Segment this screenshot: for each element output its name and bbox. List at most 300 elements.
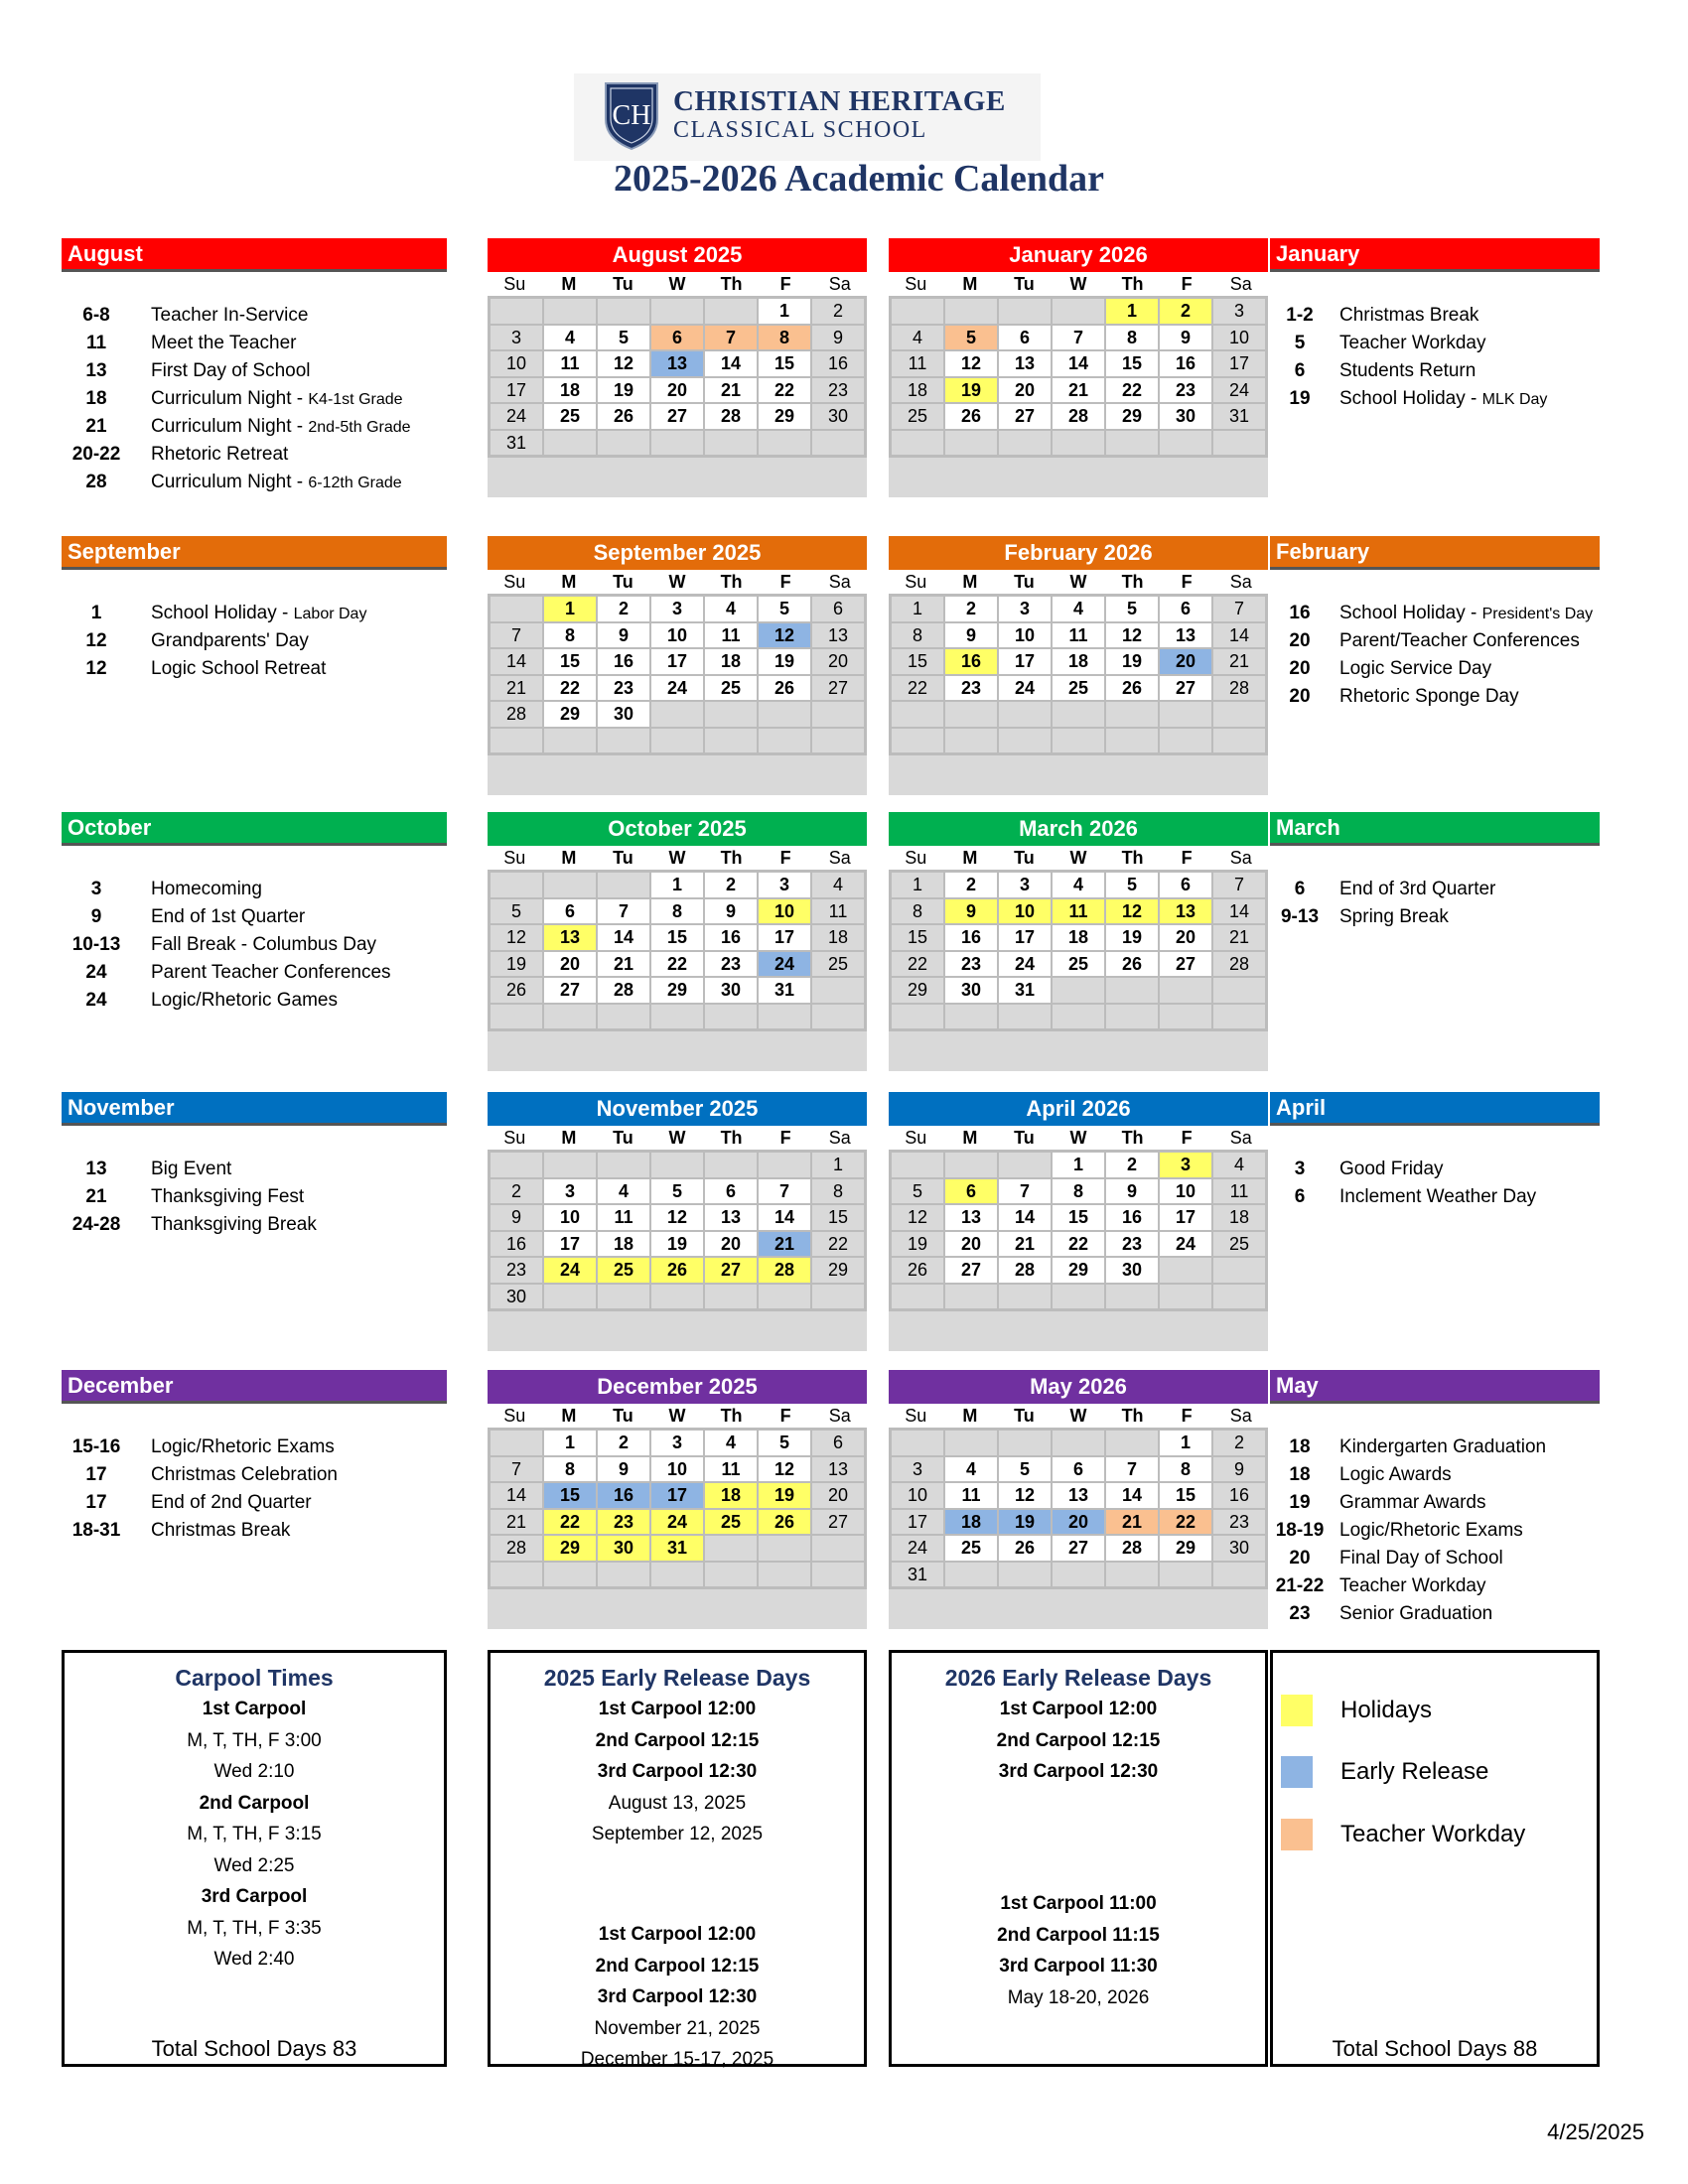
empty-day-cell [490, 596, 543, 622]
event-label: Grandparents' Day [151, 630, 309, 651]
day-cell: 24 [1212, 377, 1266, 404]
day-cell: 5 [1105, 872, 1159, 898]
event-date: 11 [85, 333, 107, 353]
event-date: 24 [85, 962, 107, 983]
event-date: 18 [1289, 1464, 1311, 1485]
cal2-0-calendar [889, 238, 1268, 497]
event-label: Curriculum Night - [151, 416, 309, 437]
day-cell: 1 [1105, 298, 1159, 325]
info-line: 3rd Carpool 12:30 [597, 1761, 758, 1782]
event-text [151, 655, 326, 683]
day-cell: 8 [1052, 1178, 1105, 1205]
event-item [62, 1211, 447, 1239]
weekday-label: Su [503, 274, 526, 294]
legend-box [1270, 1650, 1600, 2067]
event-text [1339, 1600, 1492, 1628]
event-item [62, 1433, 447, 1461]
event-text [151, 1211, 317, 1239]
day-cell: 28 [1105, 1535, 1159, 1562]
day-cell: 23 [1105, 1231, 1159, 1258]
event-item [1270, 627, 1600, 655]
weekday-label: Th [1121, 848, 1144, 868]
empty-day-cell [998, 1562, 1052, 1588]
event-label: Students Return [1339, 360, 1477, 381]
empty-day-cell [1052, 728, 1105, 754]
school-name-line2: CLASSICAL SCHOOL [673, 117, 927, 143]
empty-day-cell [1052, 701, 1105, 728]
day-cell: 17 [998, 924, 1052, 951]
day-cell: 22 [758, 377, 811, 404]
right-1-event-list [1270, 600, 1600, 711]
event-item [1270, 903, 1600, 931]
weekday-header [488, 846, 867, 870]
day-cell: 21 [1052, 377, 1105, 404]
day-cell: 31 [490, 430, 543, 457]
empty-day-cell [704, 1562, 758, 1588]
empty-day-cell [1052, 1004, 1105, 1030]
day-cell: 25 [704, 675, 758, 702]
weekday-header [889, 1126, 1268, 1150]
cal1-1-calendar-title: September 2025 [488, 536, 867, 570]
day-cell: 28 [758, 1257, 811, 1284]
event-label: Final Day of School [1339, 1548, 1503, 1569]
cal1-2-calendar [488, 812, 867, 1071]
empty-day-cell [758, 1004, 811, 1030]
event-text [1339, 1517, 1523, 1545]
weekday-label: F [1181, 1406, 1193, 1426]
calendar-filler [889, 1031, 1268, 1071]
day-cell: 22 [1052, 1231, 1105, 1258]
day-cell: 4 [1052, 596, 1105, 622]
day-cell: 9 [597, 1456, 650, 1483]
day-cell: 9 [944, 898, 998, 925]
day-cell: 22 [891, 951, 944, 978]
event-item [62, 655, 447, 683]
day-cell: 13 [543, 924, 597, 951]
day-cell: 17 [1159, 1204, 1212, 1231]
day-cell: 19 [891, 1231, 944, 1258]
weekday-label: Tu [1014, 274, 1035, 294]
day-cell: 22 [543, 1509, 597, 1536]
empty-day-cell [998, 298, 1052, 325]
day-cell: 20 [811, 1482, 865, 1509]
day-cell: 8 [650, 898, 704, 925]
cal1-2-calendar-title: October 2025 [488, 812, 867, 846]
event-label: Curriculum Night - [151, 472, 309, 492]
event-item [62, 1461, 447, 1489]
empty-day-cell [1212, 1284, 1266, 1310]
carpool-times-box [62, 1650, 447, 2067]
cal1-4-calendar-title: December 2025 [488, 1370, 867, 1404]
weekday-label: W [1069, 1128, 1087, 1148]
page-header [0, 0, 1688, 213]
empty-day-cell [1105, 1284, 1159, 1310]
day-cell: 9 [1159, 325, 1212, 351]
weekday-label: Tu [613, 1128, 633, 1148]
day-cell: 26 [998, 1535, 1052, 1562]
day-cell: 12 [650, 1204, 704, 1231]
weekday-label: F [779, 848, 791, 868]
event-text [151, 1156, 231, 1183]
day-cell: 30 [944, 977, 998, 1004]
weekday-label: M [561, 274, 577, 294]
left-2-month-header: October [62, 812, 447, 846]
event-text [1339, 330, 1486, 357]
empty-day-cell [811, 977, 865, 1004]
event-label: Kindergarten Graduation [1339, 1436, 1547, 1457]
empty-day-cell [811, 1284, 865, 1310]
day-cell: 9 [944, 622, 998, 649]
empty-day-cell [758, 430, 811, 457]
revision-date: 4/25/2025 [1547, 2119, 1644, 2144]
empty-day-cell [543, 1284, 597, 1310]
day-cell: 12 [1105, 898, 1159, 925]
day-cell: 13 [704, 1204, 758, 1231]
weekday-label: Th [1121, 1406, 1144, 1426]
info-line: 3rd Carpool [201, 1886, 308, 1907]
empty-day-cell [704, 1004, 758, 1030]
event-label: School Holiday - [1339, 603, 1482, 623]
weekday-label: Su [503, 848, 526, 868]
day-cell: 31 [891, 1562, 944, 1588]
day-cell: 15 [1105, 350, 1159, 377]
empty-day-cell [944, 430, 998, 457]
event-date: 18-19 [1275, 1520, 1325, 1541]
empty-day-cell [758, 1152, 811, 1178]
day-grid [488, 870, 867, 1031]
event-text [1339, 876, 1495, 903]
day-cell: 6 [704, 1178, 758, 1205]
event-item [1270, 302, 1600, 330]
day-cell: 10 [758, 898, 811, 925]
day-cell: 11 [1212, 1178, 1266, 1205]
day-cell: 18 [1052, 648, 1105, 675]
day-cell: 17 [650, 1482, 704, 1509]
day-cell: 25 [944, 1535, 998, 1562]
event-date: 19 [1289, 388, 1311, 409]
empty-day-cell [490, 1152, 543, 1178]
empty-day-cell [944, 1152, 998, 1178]
day-cell: 25 [597, 1257, 650, 1284]
day-cell: 17 [543, 1231, 597, 1258]
day-cell: 24 [490, 403, 543, 430]
day-cell: 13 [998, 350, 1052, 377]
weekday-label: Su [503, 572, 526, 592]
event-item [1270, 655, 1600, 683]
day-cell: 16 [944, 924, 998, 951]
early-release-2025-block2 [491, 1919, 864, 2076]
info-line: Wed 2:10 [213, 1761, 295, 1782]
day-cell: 22 [1105, 377, 1159, 404]
day-cell: 24 [998, 951, 1052, 978]
event-item [62, 413, 447, 441]
event-label: Rhetoric Sponge Day [1339, 686, 1519, 707]
empty-day-cell [1052, 298, 1105, 325]
day-cell: 21 [1105, 1509, 1159, 1536]
empty-day-cell [704, 728, 758, 754]
event-text [151, 1461, 338, 1489]
weekday-header [488, 1404, 867, 1428]
empty-day-cell [650, 701, 704, 728]
empty-day-cell [944, 701, 998, 728]
day-cell: 21 [597, 951, 650, 978]
cal1-0-calendar [488, 238, 867, 497]
day-cell: 19 [490, 951, 543, 978]
day-cell: 30 [704, 977, 758, 1004]
day-cell: 19 [758, 648, 811, 675]
event-date: 21 [85, 416, 107, 437]
right-1-month-header: February [1270, 536, 1600, 570]
day-cell: 7 [490, 622, 543, 649]
day-cell: 7 [1052, 325, 1105, 351]
day-cell: 4 [704, 596, 758, 622]
event-text [151, 903, 305, 931]
day-cell: 22 [891, 675, 944, 702]
day-cell: 16 [944, 648, 998, 675]
day-cell: 16 [1212, 1482, 1266, 1509]
empty-day-cell [1105, 977, 1159, 1004]
day-cell: 27 [543, 977, 597, 1004]
event-text [1339, 1489, 1485, 1517]
day-cell: 25 [1052, 675, 1105, 702]
day-cell: 25 [1052, 951, 1105, 978]
day-cell: 23 [944, 951, 998, 978]
event-label: Teacher In-Service [151, 305, 309, 326]
empty-day-cell [1052, 1430, 1105, 1456]
event-item [1270, 600, 1600, 627]
empty-day-cell [998, 430, 1052, 457]
event-text [151, 302, 308, 330]
page-title: 2025-2026 Academic Calendar [614, 158, 1104, 200]
day-cell: 13 [650, 350, 704, 377]
event-label: Logic Service Day [1339, 658, 1492, 679]
empty-day-cell [650, 1284, 704, 1310]
event-label: Thanksgiving Break [151, 1214, 317, 1235]
day-cell: 1 [891, 872, 944, 898]
day-cell: 14 [1212, 898, 1266, 925]
day-cell: 27 [998, 403, 1052, 430]
day-cell: 21 [1212, 648, 1266, 675]
event-label: End of 1st Quarter [151, 906, 306, 927]
day-cell: 20 [998, 377, 1052, 404]
legend-label: Holidays [1340, 1697, 1433, 1723]
cal2-0-calendar-title: January 2026 [889, 238, 1268, 272]
empty-day-cell [597, 728, 650, 754]
right-3-month-header: April [1270, 1092, 1600, 1126]
empty-day-cell [490, 728, 543, 754]
early-release-2026-box [889, 1650, 1268, 2067]
event-item [62, 600, 447, 627]
info-line: 1st Carpool [202, 1699, 307, 1719]
day-cell: 28 [998, 1257, 1052, 1284]
weekday-label: Tu [613, 274, 633, 294]
event-text [1339, 655, 1491, 683]
empty-day-cell [1212, 1257, 1266, 1284]
event-item [1270, 330, 1600, 357]
empty-day-cell [758, 1535, 811, 1562]
event-item [1270, 1156, 1600, 1183]
day-cell: 30 [597, 1535, 650, 1562]
cal2-2-calendar [889, 812, 1268, 1071]
weekday-label: M [962, 1406, 978, 1426]
day-cell: 31 [650, 1535, 704, 1562]
empty-day-cell [1105, 1004, 1159, 1030]
event-text [151, 1517, 290, 1545]
weekday-label: Th [1121, 274, 1144, 294]
weekday-header [488, 1126, 867, 1150]
info-line: August 13, 2025 [608, 1792, 747, 1814]
weekday-label: Tu [1014, 572, 1035, 592]
event-label: Rhetoric Retreat [151, 444, 289, 465]
event-item [1270, 876, 1600, 903]
event-label: Big Event [151, 1159, 232, 1179]
event-date: 21-22 [1275, 1575, 1325, 1596]
day-cell: 2 [944, 596, 998, 622]
day-cell: 23 [490, 1257, 543, 1284]
event-date: 6-8 [82, 305, 110, 326]
event-detail: President's Day [1481, 606, 1594, 622]
day-grid [488, 1428, 867, 1589]
day-cell: 23 [1212, 1509, 1266, 1536]
empty-day-cell [650, 430, 704, 457]
event-item [62, 1517, 447, 1545]
empty-day-cell [543, 1152, 597, 1178]
day-cell: 3 [998, 596, 1052, 622]
day-cell: 10 [998, 622, 1052, 649]
event-label: Parent/Teacher Conferences [1339, 630, 1580, 651]
day-cell: 17 [1212, 350, 1266, 377]
day-cell: 1 [891, 596, 944, 622]
day-cell: 25 [891, 403, 944, 430]
empty-day-cell [1052, 977, 1105, 1004]
event-date: 12 [85, 658, 107, 679]
day-cell: 11 [944, 1482, 998, 1509]
day-cell: 9 [704, 898, 758, 925]
empty-day-cell [811, 430, 865, 457]
event-label: Christmas Break [1339, 305, 1479, 326]
day-cell: 17 [998, 648, 1052, 675]
calendar-filler [488, 458, 867, 497]
empty-day-cell [1212, 701, 1266, 728]
day-cell: 14 [998, 1204, 1052, 1231]
early-release-2026-block1 [892, 1694, 1265, 1788]
info-line: 1st Carpool 12:00 [598, 1699, 757, 1719]
empty-day-cell [998, 728, 1052, 754]
day-cell: 27 [704, 1257, 758, 1284]
legend-label: Teacher Workday [1340, 1821, 1526, 1847]
info-line: 2nd Carpool 12:15 [595, 1729, 760, 1751]
empty-day-cell [891, 1284, 944, 1310]
event-text [151, 931, 376, 959]
weekday-label: W [668, 274, 686, 294]
weekday-label: Sa [828, 1128, 851, 1148]
day-cell: 29 [1105, 403, 1159, 430]
legend-item [1281, 1756, 1589, 1790]
empty-day-cell [650, 1004, 704, 1030]
weekday-label: Su [905, 1128, 927, 1148]
event-text [1339, 385, 1547, 414]
empty-day-cell [1212, 728, 1266, 754]
event-item [1270, 357, 1600, 385]
event-item [1270, 1183, 1600, 1211]
day-cell: 31 [1212, 403, 1266, 430]
weekday-label: Tu [1014, 1128, 1035, 1148]
day-cell: 17 [650, 648, 704, 675]
day-cell: 23 [811, 377, 865, 404]
day-cell: 25 [1212, 1231, 1266, 1258]
day-cell: 2 [1105, 1152, 1159, 1178]
day-cell: 3 [758, 872, 811, 898]
empty-day-cell [811, 1562, 865, 1588]
day-cell: 8 [891, 622, 944, 649]
empty-day-cell [944, 728, 998, 754]
day-cell: 14 [704, 350, 758, 377]
legend-swatch [1281, 1756, 1313, 1788]
day-cell: 16 [597, 648, 650, 675]
legend-label: Early Release [1340, 1758, 1489, 1785]
weekday-label: W [668, 1406, 686, 1426]
left-3-event-list [62, 1156, 447, 1239]
empty-day-cell [998, 1004, 1052, 1030]
event-label: Parent Teacher Conferences [151, 962, 391, 983]
weekday-label: W [1069, 848, 1087, 868]
weekday-header [889, 570, 1268, 594]
day-cell: 4 [704, 1430, 758, 1456]
day-cell: 14 [1212, 622, 1266, 649]
weekday-header [889, 846, 1268, 870]
event-detail: 6-12th Grade [308, 475, 402, 491]
day-cell: 20 [650, 377, 704, 404]
empty-day-cell [1159, 977, 1212, 1004]
event-date: 21 [85, 1186, 107, 1207]
day-cell: 5 [998, 1456, 1052, 1483]
day-cell: 14 [597, 924, 650, 951]
info-line: December 15-17, 2025 [580, 2049, 774, 2070]
event-label: End of 3rd Quarter [1339, 879, 1496, 899]
day-cell: 14 [490, 648, 543, 675]
day-cell: 7 [490, 1456, 543, 1483]
day-cell: 15 [891, 648, 944, 675]
day-cell: 8 [1159, 1456, 1212, 1483]
day-cell: 12 [1105, 622, 1159, 649]
day-grid [889, 1150, 1268, 1311]
day-cell: 11 [704, 1456, 758, 1483]
event-label: Teacher Workday [1339, 333, 1486, 353]
day-cell: 11 [1052, 622, 1105, 649]
event-label: School Holiday - [151, 603, 294, 623]
event-item [1270, 1600, 1600, 1628]
day-cell: 30 [1159, 403, 1212, 430]
day-cell: 6 [650, 325, 704, 351]
day-cell: 9 [490, 1204, 543, 1231]
carpool-title: Carpool Times [175, 1665, 334, 1691]
event-item [62, 987, 447, 1015]
info-line: 2nd Carpool [199, 1792, 310, 1814]
empty-day-cell [944, 298, 998, 325]
empty-day-cell [811, 701, 865, 728]
weekday-label: Tu [1014, 1406, 1035, 1426]
empty-day-cell [543, 872, 597, 898]
right-2-event-list [1270, 876, 1600, 931]
day-cell: 26 [1105, 675, 1159, 702]
day-cell: 26 [944, 403, 998, 430]
day-cell: 23 [704, 951, 758, 978]
left-1-event-list [62, 600, 447, 683]
weekday-label: Sa [828, 274, 851, 294]
day-cell: 24 [650, 675, 704, 702]
event-label: Homecoming [151, 879, 262, 899]
day-cell: 28 [490, 701, 543, 728]
